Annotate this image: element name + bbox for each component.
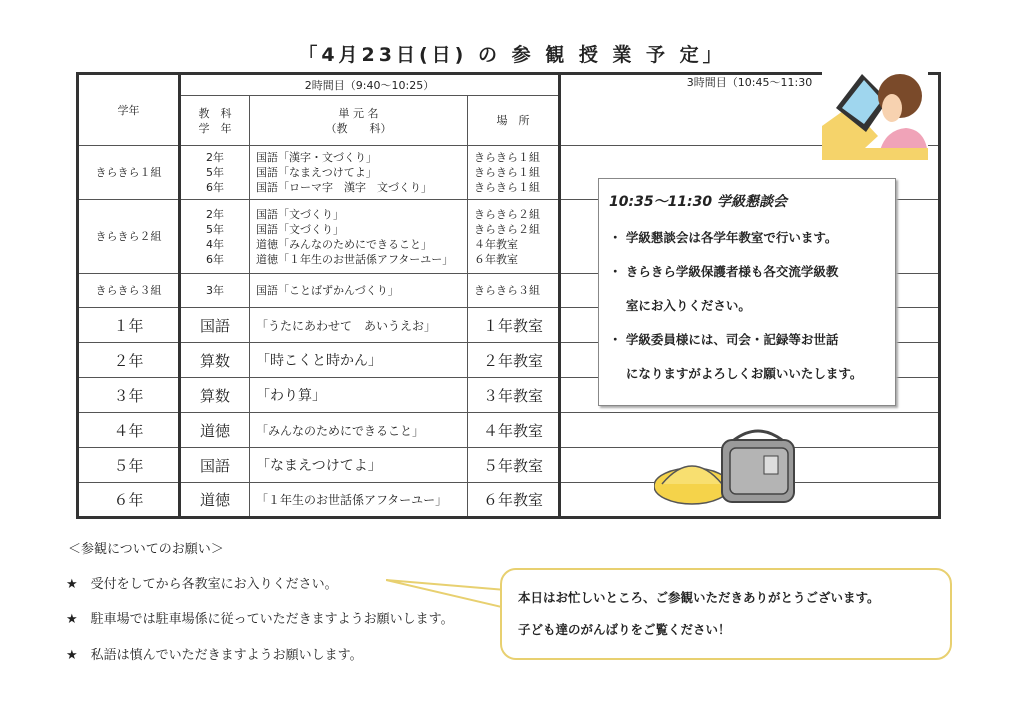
class-cell bbox=[78, 146, 180, 200]
place-label: ４年教室 bbox=[474, 237, 518, 251]
subject-cell bbox=[180, 308, 250, 343]
meeting-line: 室にお入りください。 bbox=[609, 298, 751, 313]
period3-header-label: 3時間目（10:45〜11:30 bbox=[686, 76, 813, 89]
subject-cell bbox=[180, 343, 250, 378]
grade-label: 6年 bbox=[206, 181, 224, 194]
place-label: ３年教室 bbox=[482, 386, 543, 405]
class-cell bbox=[78, 274, 180, 308]
meeting-line: になりますがよろしくお願いいたします。 bbox=[609, 366, 863, 381]
subject-label: 算数 bbox=[199, 351, 230, 370]
place-cell bbox=[468, 413, 560, 448]
subject-label: 国語 bbox=[199, 456, 230, 475]
unit-label: 「１年生のお世話係アフターユー」 bbox=[256, 493, 448, 507]
place-label: ２年教室 bbox=[482, 351, 543, 370]
subject-label: 道徳 bbox=[199, 421, 230, 440]
meeting-panel bbox=[598, 178, 896, 406]
grade-cell bbox=[78, 448, 180, 483]
place-label: ５年教室 bbox=[482, 456, 543, 475]
place-list bbox=[468, 200, 560, 274]
unit-cell bbox=[250, 378, 468, 413]
unit-cell bbox=[250, 448, 468, 483]
subject-cell bbox=[180, 483, 250, 518]
grade-cell bbox=[78, 343, 180, 378]
unit-label: 「なまえつけてよ」 bbox=[256, 458, 382, 474]
subject-cell bbox=[180, 448, 250, 483]
subject-cell bbox=[180, 413, 250, 448]
grade-label: ６年 bbox=[113, 491, 144, 509]
unit-cell bbox=[250, 413, 468, 448]
grade-list bbox=[180, 200, 250, 274]
unit-list bbox=[250, 146, 468, 200]
header-row bbox=[78, 74, 940, 96]
grade-header bbox=[78, 74, 180, 146]
class-label: きらきら２組 bbox=[95, 230, 162, 243]
unit-label: 国語「文づくり」 bbox=[256, 207, 344, 221]
place-label: きらきら１組 bbox=[474, 166, 540, 179]
place-label: きらきら２組 bbox=[474, 207, 540, 221]
grade-list bbox=[180, 146, 250, 200]
message-line: 本日はお忙しいところ、ご参観いただきありがとうございます。 bbox=[518, 590, 880, 605]
unit-label: 道徳「みんなのためにできること」 bbox=[256, 237, 432, 251]
place-cell bbox=[468, 448, 560, 483]
unit-label: 国語「漢字・文づくり」 bbox=[256, 151, 377, 164]
grade-cell bbox=[78, 308, 180, 343]
unit-label: 国語「ローマ字 漢字 文づくり」 bbox=[256, 181, 432, 194]
place-label: ６年教室 bbox=[474, 252, 518, 266]
grade-label: ２年 bbox=[113, 351, 144, 370]
meeting-line: ・ きらきら学級保護者様も各交流学級教 bbox=[609, 264, 839, 279]
grade-label: 4年 bbox=[206, 237, 224, 251]
place-header bbox=[468, 96, 560, 146]
meeting-line: ・ 学級懇談会は各学年教室で行います。 bbox=[609, 230, 838, 245]
message-bubble bbox=[500, 568, 952, 660]
grade-cell bbox=[78, 413, 180, 448]
unit-label: 「みんなのためにできること」 bbox=[256, 423, 425, 438]
place-header-label: 場 所 bbox=[496, 114, 530, 127]
notes-heading: ＜参観についてのお願い＞ bbox=[68, 542, 224, 557]
place-cell bbox=[468, 483, 560, 518]
place-label: きらきら３組 bbox=[474, 284, 540, 297]
unit-header-label: （教 科） bbox=[325, 121, 392, 135]
place-list bbox=[468, 146, 560, 200]
period2-header bbox=[180, 74, 560, 96]
grade-header-label: 学年 bbox=[117, 103, 140, 117]
unit-cell bbox=[250, 343, 468, 378]
unit-list bbox=[250, 274, 468, 308]
period2-header-label: 2時間目（9:40〜10:25） bbox=[304, 78, 435, 92]
bubble-tail bbox=[386, 576, 506, 612]
page-title: 「4月23日(日) の 参 観 授 業 予 定」 bbox=[298, 44, 726, 66]
grade-cell bbox=[78, 483, 180, 518]
meeting-lines bbox=[609, 221, 887, 391]
note-item: ★ 受付をしてから各教室にお入りください。 bbox=[66, 577, 338, 592]
meeting-heading: 10:35〜11:30 学級懇談会 bbox=[609, 194, 788, 210]
grade-label: 6年 bbox=[206, 252, 224, 266]
unit-label: 「うたにあわせて あいうえお」 bbox=[256, 318, 437, 333]
unit-list bbox=[250, 200, 468, 274]
place-label: きらきら１組 bbox=[474, 181, 540, 194]
place-label: きらきら２組 bbox=[474, 222, 540, 236]
subject-label: 国語 bbox=[199, 316, 230, 335]
grade-label: 5年 bbox=[206, 222, 224, 236]
grade-list bbox=[180, 274, 250, 308]
message-line: 子ども達のがんばりをご覧ください！ bbox=[518, 622, 731, 637]
grade-label: １年 bbox=[113, 316, 144, 335]
backpack-illustration bbox=[654, 428, 814, 508]
place-cell bbox=[468, 343, 560, 378]
unit-label: 国語「ことばずかんづくり」 bbox=[256, 284, 399, 297]
place-list bbox=[468, 274, 560, 308]
unit-label: 道徳「１年生のお世話係アフターユー」 bbox=[256, 252, 454, 266]
unit-header bbox=[250, 96, 468, 146]
grade-label: ５年 bbox=[113, 456, 144, 475]
grade-label: 3年 bbox=[206, 284, 224, 297]
note-item: ★ 駐車場では駐車場係に従っていただきますようお願いします。 bbox=[66, 612, 454, 627]
grade-label: ４年 bbox=[113, 421, 144, 440]
subject-header bbox=[180, 96, 250, 146]
subject-label: 算数 bbox=[199, 386, 230, 405]
grade-label: 5年 bbox=[206, 166, 224, 179]
subject-header-label: 教 科 bbox=[198, 106, 232, 120]
subject-cell bbox=[180, 378, 250, 413]
grade-cell bbox=[78, 378, 180, 413]
unit-label: 「わり算」 bbox=[256, 388, 326, 404]
subject-header-label: 学 年 bbox=[198, 121, 232, 135]
unit-label: 国語「文づくり」 bbox=[256, 222, 344, 236]
class-label: きらきら１組 bbox=[95, 166, 162, 179]
unit-cell bbox=[250, 483, 468, 518]
unit-label: 国語「なまえつけてよ」 bbox=[256, 166, 377, 179]
unit-label: 「時こくと時かん」 bbox=[256, 353, 382, 369]
place-cell bbox=[468, 308, 560, 343]
grade-label: ３年 bbox=[113, 386, 144, 405]
subject-label: 道徳 bbox=[199, 491, 230, 509]
grade-label: 2年 bbox=[206, 151, 224, 164]
grade-label: 2年 bbox=[206, 207, 224, 221]
unit-cell bbox=[250, 308, 468, 343]
class-label: きらきら３組 bbox=[95, 284, 162, 297]
unit-header-label: 単 元 名 bbox=[338, 106, 379, 120]
place-cell bbox=[468, 378, 560, 413]
meeting-line: ・ 学級委員様には、司会・記録等お世話 bbox=[609, 332, 839, 347]
place-label: １年教室 bbox=[482, 316, 543, 335]
place-label: ６年教室 bbox=[482, 491, 543, 509]
note-item: ★ 私語は慎んでいただきますようお願いします。 bbox=[66, 648, 363, 663]
child-tablet-illustration bbox=[822, 66, 928, 160]
class-cell bbox=[78, 200, 180, 274]
place-label: きらきら１組 bbox=[474, 151, 540, 164]
place-label: ４年教室 bbox=[482, 421, 543, 440]
